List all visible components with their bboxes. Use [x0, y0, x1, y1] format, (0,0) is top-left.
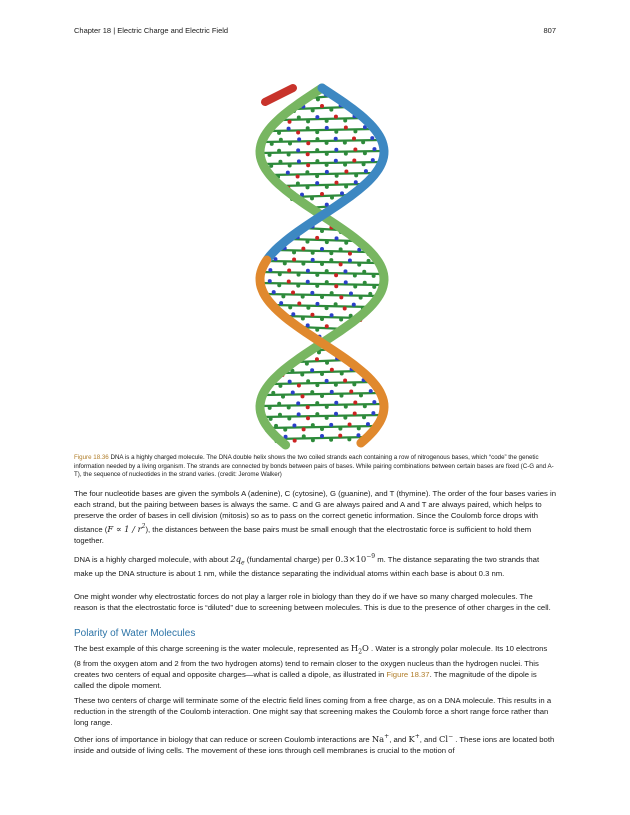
base-atom [367, 259, 371, 263]
base-atom [320, 192, 324, 196]
base-atom [343, 118, 347, 122]
p4-math: H [350, 643, 359, 653]
ion2: K [408, 733, 415, 744]
base-atom [310, 196, 314, 200]
base-atom [325, 416, 329, 420]
base-atom [268, 406, 272, 410]
base-atom [344, 405, 348, 409]
base-atom [325, 405, 329, 409]
base-atom [297, 302, 301, 306]
base-atom [320, 104, 324, 108]
base-atom [287, 279, 291, 283]
base-atom [287, 268, 291, 272]
base-atom [301, 262, 305, 266]
base-atom [329, 258, 333, 262]
base-atom [325, 280, 329, 284]
base-atom [320, 247, 324, 251]
base-atom [306, 269, 310, 273]
base-pair-bond [279, 184, 366, 186]
base-atom [305, 240, 309, 244]
chapter-title: Chapter 18 | Electric Charge and Electric Field [74, 26, 229, 35]
base-atom [325, 170, 329, 174]
paragraph-electrostatic-screening: One might wonder why electrostatic forces do not play a larger role in biology than they do if we have so many charged molecules. The reason is that the electrostatic force is “diluted” due to screening between molecules. This is due to the presence of other charges in the cell. [74, 592, 551, 612]
p1-text-b: ), the distances between the base pairs must be small enough that the electrostatic force is sufficient to hold them together. [74, 524, 532, 545]
base-atom [293, 439, 297, 443]
base-atom [305, 362, 309, 366]
paragraph-dna-charge [74, 551, 556, 579]
base-atom [362, 162, 366, 166]
sodium-ion-math [372, 734, 389, 744]
base-atom [291, 391, 295, 395]
base-atom [296, 182, 300, 186]
figure-caption-text: DNA is a highly charged molecule. The DNA double helix shows the two coiled strands each containing a row of nitrogenous bases, which “code” the genetic information needed by a living organism. The strands are connected by bonds between pairs of bases. While pairing combinations between certain bases are fixed (C-G and A-T), the sequence of nucleotides in the strand varies. (credit: Jerome Walker) [74, 454, 554, 479]
base-atom [315, 284, 319, 288]
base-atom [296, 284, 300, 288]
base-atom [288, 305, 292, 309]
base-atom [356, 433, 360, 437]
base-atom [315, 273, 319, 277]
base-pair-bond [288, 239, 356, 241]
p2-text-a: DNA is a highly charged molecule, with about [74, 554, 231, 564]
base-atom [343, 141, 347, 145]
base-atom [371, 158, 375, 162]
base-atom [325, 185, 329, 189]
base-atom [352, 303, 356, 307]
figure-18-37-link[interactable]: Figure 18.37 [386, 669, 430, 679]
p6-text-b: . These ions are located both inside and outside of living cells. The movement of these ions through cell membranes is crucial to the motion of [74, 734, 555, 755]
p6-text-a: Other ions of importance in biology that can reduce or screen Coulomb interactions are [74, 734, 372, 744]
base-atom [338, 434, 342, 438]
base-atom [352, 158, 356, 162]
base-atom [306, 323, 310, 327]
base-atom [344, 126, 348, 130]
base-atom [348, 259, 352, 263]
p1-text-a: The four nucleotide bases are given the symbols A (adenine), C (cytosine), G (guanine), and T (thymine). The order of the four bases varies in each strand, but the pairing between bases is always the same. C and G are always paired and A and T are always paired, which helps to preserve the order of bases in cell division (mitosis) so as to pass on the correct genetic information. Since the Coulomb force drops with distance ( [74, 489, 557, 534]
base-atom [370, 136, 374, 140]
base-atom [334, 181, 338, 185]
base-atom [343, 163, 347, 167]
base-atom [311, 438, 315, 442]
base-atom [297, 137, 301, 141]
base-atom [279, 138, 283, 142]
base-atom [325, 126, 329, 130]
base-atom [283, 261, 287, 265]
base-atom [277, 131, 281, 135]
base-atom [325, 163, 329, 167]
base-atom [340, 191, 344, 195]
base-atom [369, 389, 373, 393]
base-atom [329, 251, 333, 255]
p2-math1: 2q [230, 553, 242, 564]
base-pair-bond [268, 173, 375, 175]
base-atom [296, 401, 300, 405]
base-atom [362, 415, 366, 419]
base-atom [292, 258, 296, 262]
base-atom [353, 274, 357, 278]
base-atom [371, 411, 375, 415]
base-atom [334, 159, 338, 163]
ion1-sup: + [384, 733, 390, 740]
base-atom [283, 428, 287, 432]
base-atom [366, 422, 370, 426]
base-atom [339, 318, 343, 322]
base-atom [315, 401, 319, 405]
base-atom [325, 361, 329, 365]
p1-math-exp: 2 [141, 523, 146, 530]
base-atom [334, 401, 338, 405]
base-atom [334, 412, 338, 416]
base-atom [281, 395, 285, 399]
base-atom [316, 97, 320, 101]
base-atom [352, 382, 356, 386]
potassium-ion-math [408, 734, 419, 744]
base-atom [325, 324, 329, 328]
base-atom [277, 402, 281, 406]
base-atom [330, 291, 334, 295]
base-pair-bond [269, 129, 374, 131]
base-atom [306, 280, 310, 284]
base-atom [349, 390, 353, 394]
base-atom [334, 302, 338, 306]
p2-text-b: (fundamental charge) per [244, 554, 336, 564]
p6-sep2: , and [419, 734, 439, 744]
base-atom [344, 280, 348, 284]
base-pair-bond [280, 118, 364, 120]
base-pair-bond [271, 382, 373, 384]
base-atom [278, 272, 282, 276]
base-atom [359, 393, 363, 397]
base-atom [330, 196, 334, 200]
base-pair-bond [297, 360, 347, 362]
base-atom [325, 240, 329, 244]
base-atom [297, 383, 301, 387]
p4-text-c: . The magnitude of the dipole is called the dipole moment. [74, 669, 537, 690]
base-atom [288, 142, 292, 146]
base-atom [363, 151, 367, 155]
p4-math-tail: O [362, 643, 369, 653]
base-atom [335, 174, 339, 178]
base-atom [354, 180, 358, 184]
base-atom [329, 438, 333, 442]
base-atom [288, 380, 292, 384]
base-atom [364, 169, 368, 173]
base-atom [343, 416, 347, 420]
base-atom [339, 262, 343, 266]
paragraph-ions [74, 731, 556, 756]
base-atom [352, 136, 356, 140]
base-atom [320, 317, 324, 321]
base-atom [292, 250, 296, 254]
base-atom [340, 372, 344, 376]
base-atom [315, 148, 319, 152]
base-atom [334, 284, 338, 288]
base-atom [277, 283, 281, 287]
base-atom [339, 394, 343, 398]
base-atom [372, 285, 376, 289]
base-atom [315, 328, 319, 332]
base-atom [306, 416, 310, 420]
base-atom [329, 108, 333, 112]
base-atom [354, 173, 358, 177]
chloride-ion-math [439, 734, 453, 744]
base-atom [363, 404, 367, 408]
base-atom [315, 383, 319, 387]
section-title: Polarity of Water Molecules [74, 628, 196, 639]
base-atom [306, 126, 310, 130]
base-atom [270, 142, 274, 146]
base-atom [330, 313, 334, 317]
base-atom [353, 129, 357, 133]
base-atom [320, 434, 324, 438]
base-atom [271, 391, 275, 395]
p6-sep1: , and [389, 734, 409, 744]
base-atom [338, 427, 342, 431]
dna-double-helix-figure [225, 60, 420, 452]
figure-caption [74, 454, 556, 480]
base-atom [278, 413, 282, 417]
base-atom [306, 405, 310, 409]
base-atom [310, 368, 314, 372]
p2-text-c: m. The distance separating the two strands that make up the DNA structure is about 1 nm, while the distance separating the individual atoms within each base is about 0.3 nm. [74, 554, 540, 579]
base-atom [334, 130, 338, 134]
base-atom [306, 119, 310, 123]
base-atom [297, 273, 301, 277]
base-atom [311, 423, 315, 427]
base-atom [296, 130, 300, 134]
base-atom [372, 400, 376, 404]
base-atom [343, 306, 347, 310]
base-atom [300, 373, 304, 377]
base-atom [315, 412, 319, 416]
base-atom [310, 390, 314, 394]
base-atom [268, 268, 272, 272]
base-atom [320, 262, 324, 266]
base-atom [359, 296, 363, 300]
base-atom [287, 127, 291, 131]
base-atom [306, 185, 310, 189]
base-atom [305, 170, 309, 174]
base-atom [320, 394, 324, 398]
base-atom [315, 130, 319, 134]
base-atom [277, 149, 281, 153]
base-atom [315, 115, 319, 119]
base-atom [315, 181, 319, 185]
p4-math-sub: 2 [358, 648, 363, 656]
base-atom [269, 164, 273, 168]
base-atom [306, 163, 310, 167]
ion3-sup: − [448, 733, 454, 740]
base-atom [297, 412, 301, 416]
base-atom [325, 152, 329, 156]
page-header [74, 26, 556, 35]
base-atom [296, 174, 300, 178]
base-atom [362, 270, 366, 274]
base-atom [334, 115, 338, 119]
base-atom [302, 427, 306, 431]
base-atom [310, 313, 314, 317]
base-atom [288, 164, 292, 168]
base-pairs [258, 93, 386, 443]
base-atom [348, 423, 352, 427]
base-atom [334, 273, 338, 277]
base-atom [343, 379, 347, 383]
base-atom [287, 417, 291, 421]
base-atom [287, 153, 291, 157]
base-atom [269, 417, 273, 421]
base-atom [335, 236, 339, 240]
base-atom [353, 400, 357, 404]
base-atom [274, 424, 278, 428]
p2-math1-sub: e [241, 559, 245, 567]
base-atom [353, 147, 357, 151]
base-atom [325, 379, 329, 383]
base-atom [315, 357, 319, 361]
page-number: 807 [543, 26, 556, 35]
base-atom [330, 390, 334, 394]
base-atom [349, 292, 353, 296]
dna-strand-red-end [265, 88, 293, 102]
base-atom [334, 383, 338, 387]
base-atom [306, 152, 310, 156]
coulomb-proportionality-math [107, 524, 145, 534]
base-atom [325, 119, 329, 123]
charge-math [230, 553, 245, 567]
base-atom [320, 372, 324, 376]
base-atom [320, 427, 324, 431]
base-atom [315, 174, 319, 178]
paragraph-nucleotide-bases [74, 488, 556, 546]
base-atom [306, 379, 310, 383]
base-atom [344, 152, 348, 156]
base-atom [287, 406, 291, 410]
ion1: Na [371, 733, 385, 744]
base-atom [372, 274, 376, 278]
base-atom [344, 241, 348, 245]
base-atom [311, 251, 315, 255]
base-atom [368, 292, 372, 296]
base-atom [311, 258, 315, 262]
base-atom [353, 411, 357, 415]
paragraph-field-termination: These two centers of charge will terminate some of the electric field lines coming from a free charge, as on a DNA molecule. This results in a reduction in the strength of the Coulomb interaction. One might say that screening makes the Coulomb force a short range force rather than long range. [74, 696, 552, 727]
base-atom [325, 306, 329, 310]
figure-label: Figure 18.36 [74, 454, 109, 461]
base-atom [334, 148, 338, 152]
base-atom [301, 317, 305, 321]
base-atom [286, 171, 290, 175]
base-atom [363, 281, 367, 285]
base-atom [372, 147, 376, 151]
base-atom [325, 269, 329, 273]
base-atom [347, 437, 351, 441]
ion2-sup: + [414, 733, 420, 740]
base-atom [288, 120, 292, 124]
base-atom [315, 236, 319, 240]
base-atom [297, 159, 301, 163]
base-atom [268, 153, 272, 157]
base-atom [329, 423, 333, 427]
base-atom [330, 368, 334, 372]
base-atom [315, 159, 319, 163]
base-atom [343, 269, 347, 273]
p4-text-b: . Water is a strongly polar molecule. Its 10 electrons (8 from the oxygen atom and 2 from the two hydrogen atoms) tend to remain closer to the oxygen nucleus than the hydrogen nuclei. This creates two centers of equal and opposite charges—what is called a dipole, as illustrated in [74, 644, 548, 679]
base-atom [315, 137, 319, 141]
base-atom [272, 290, 276, 294]
base-atom [344, 184, 348, 188]
base-atom [301, 247, 305, 251]
base-atom [339, 295, 343, 299]
base-atom [357, 426, 361, 430]
p4-text-a: The best example of this charge screening is the water molecule, represented as [74, 644, 351, 653]
base-atom [320, 295, 324, 299]
ion3: Cl [438, 733, 449, 744]
base-atom [279, 301, 283, 305]
base-atom [302, 434, 306, 438]
distance-math [335, 554, 375, 564]
base-atom [334, 137, 338, 141]
base-atom [301, 394, 305, 398]
base-atom [306, 141, 310, 145]
base-atom [310, 291, 314, 295]
base-atom [301, 295, 305, 299]
base-atom [344, 170, 348, 174]
base-atom [348, 252, 352, 256]
water-formula-math [350, 643, 369, 656]
base-atom [325, 141, 329, 145]
base-atom [311, 108, 315, 112]
base-atom [306, 306, 310, 310]
base-atom [297, 116, 301, 120]
base-atom [353, 285, 357, 289]
dna-illustration [225, 60, 420, 452]
base-atom [291, 312, 295, 316]
base-atom [292, 424, 296, 428]
base-atom [339, 247, 343, 251]
base-atom [281, 294, 285, 298]
base-atom [278, 384, 282, 388]
base-atom [291, 291, 295, 295]
base-atom [357, 263, 361, 267]
base-atom [278, 160, 282, 164]
base-atom [296, 148, 300, 152]
base-atom [315, 302, 319, 306]
p1-math: F ∝ 1 / r [107, 523, 142, 534]
p2-math2-exp: −9 [366, 553, 376, 560]
p2-math2: 0.3×10 [335, 553, 367, 564]
base-atom [268, 279, 272, 283]
base-atom [320, 229, 324, 233]
paragraph-water-molecule [74, 643, 556, 691]
base-atom [361, 140, 365, 144]
base-pair-bond [272, 305, 372, 307]
